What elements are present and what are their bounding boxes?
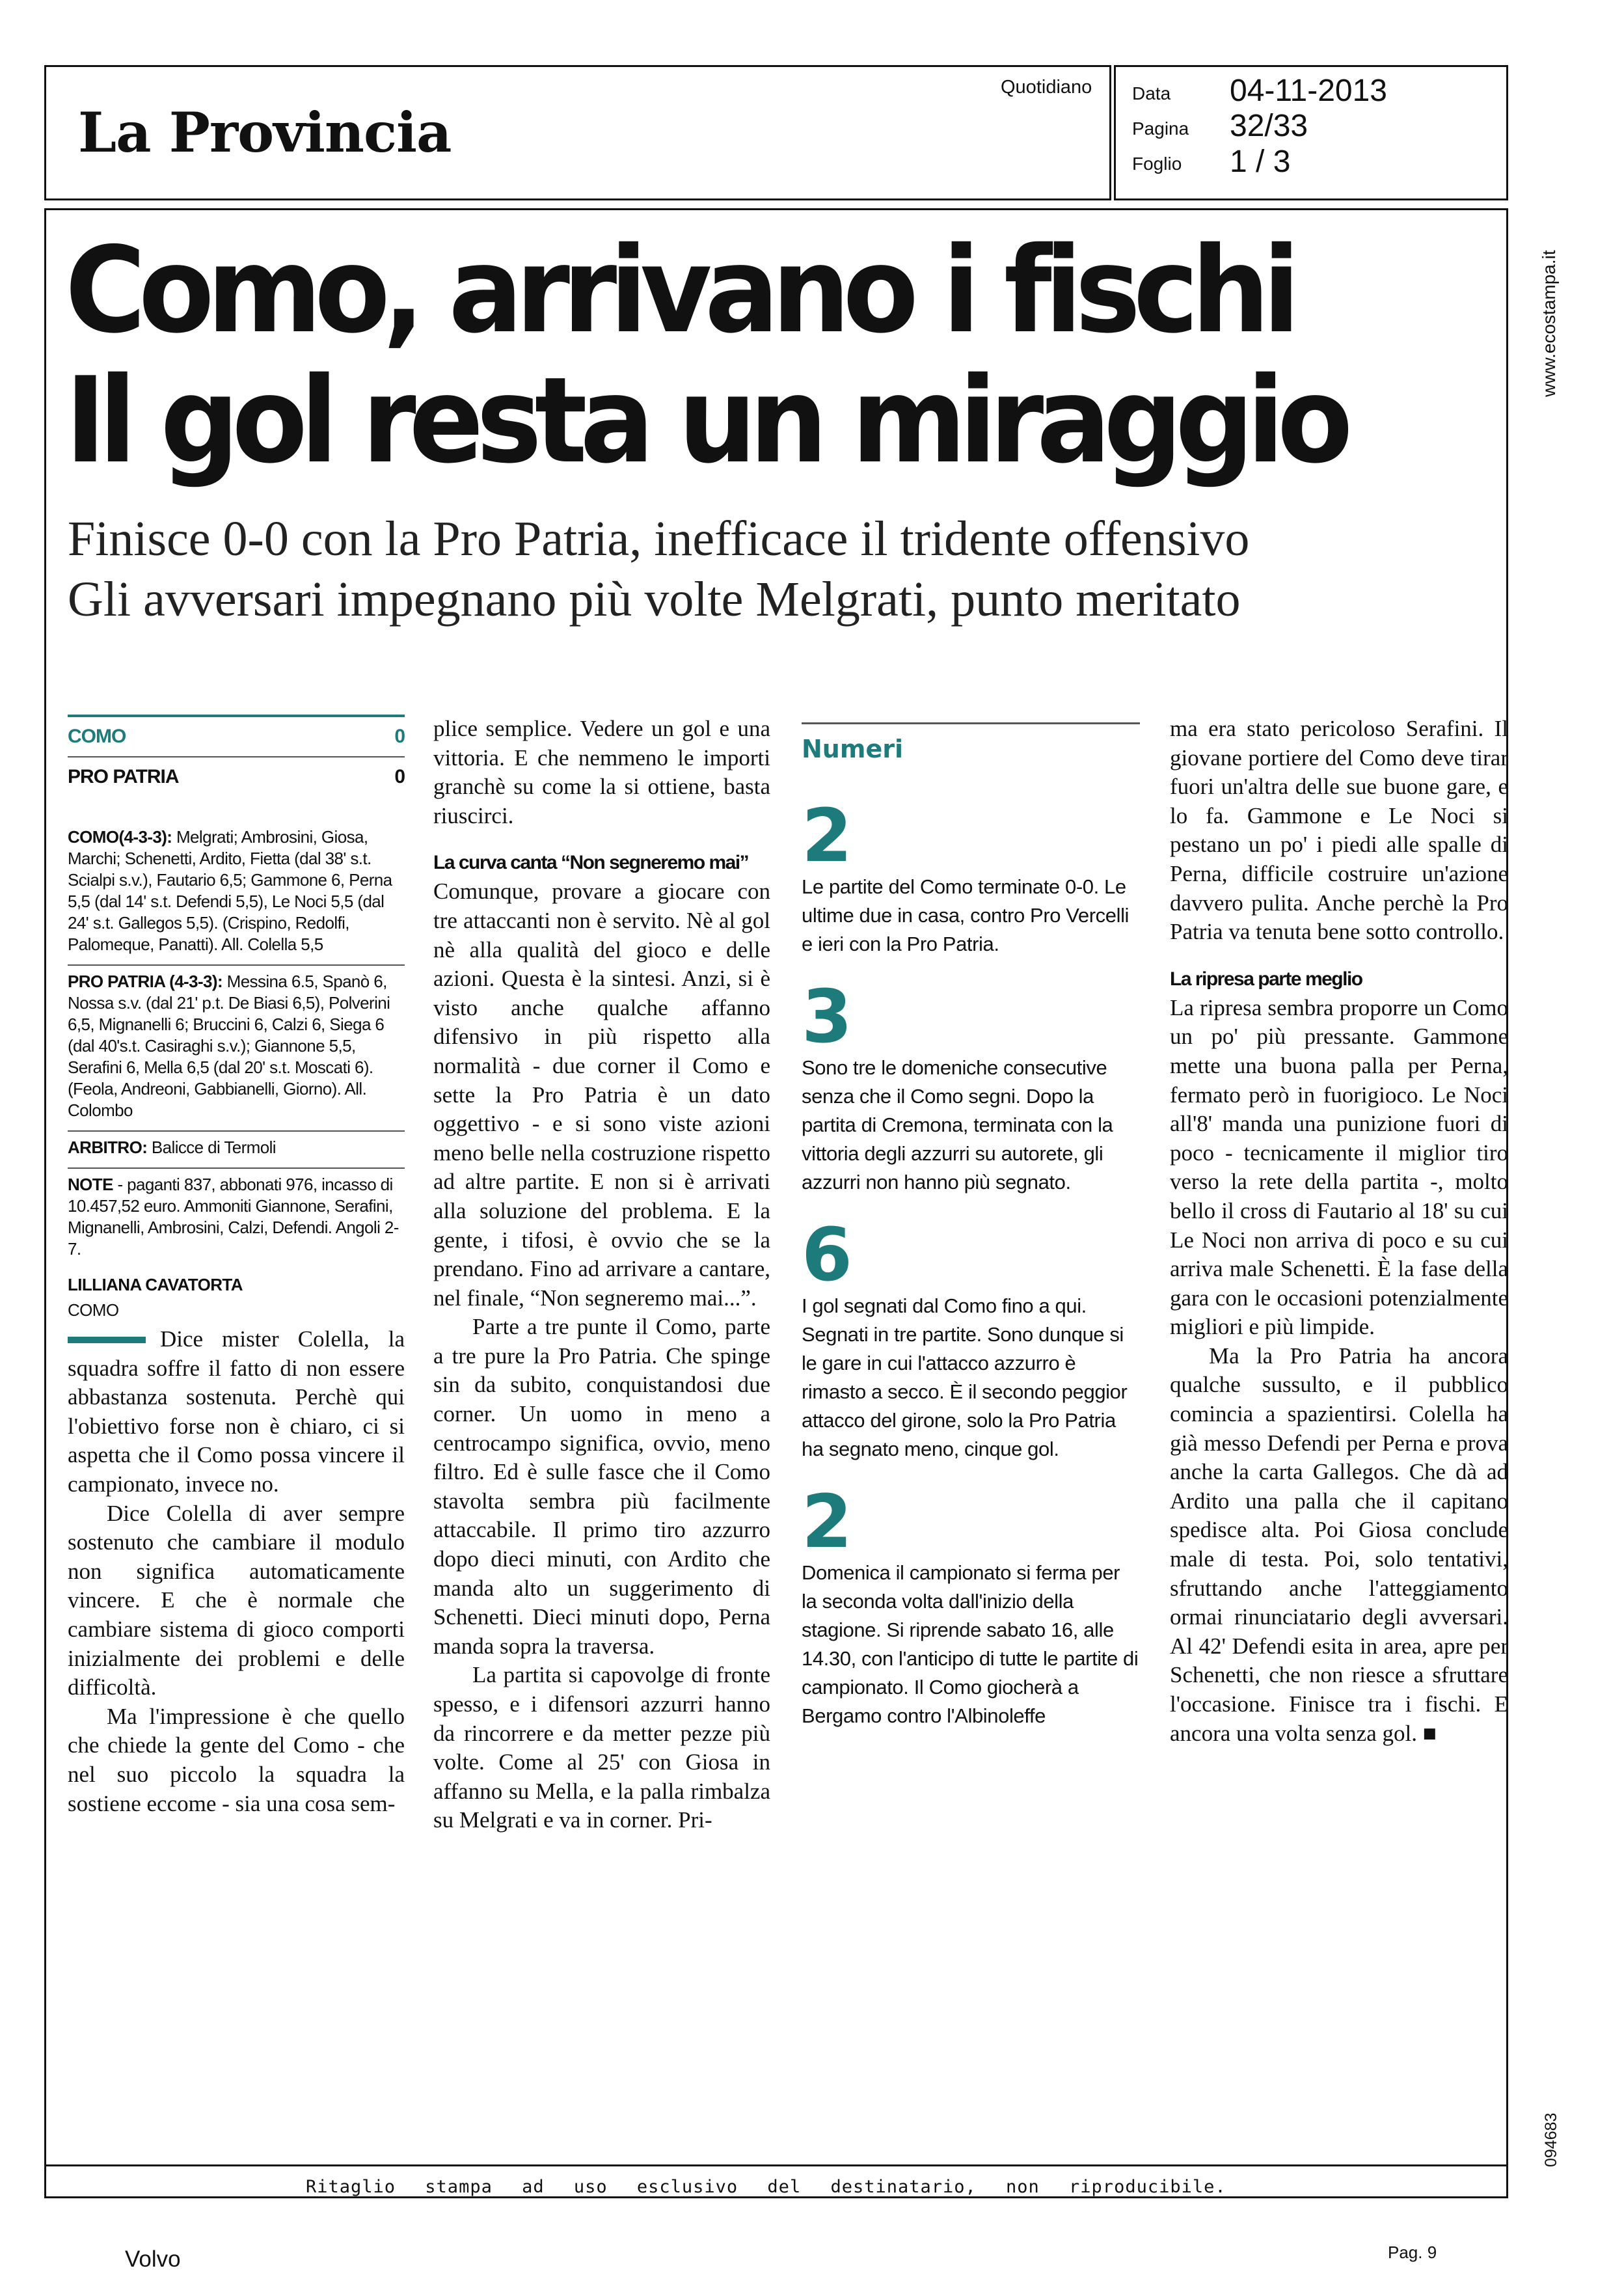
website-vertical: www.ecostampa.it	[1539, 250, 1559, 397]
date-value: 04-11-2013	[1230, 74, 1387, 108]
numeri-text-2: Sono tre le domeniche consecutive senza che il Como segni. Dopo la partita di Cremona, terminata con la vittoria degli azzurri su autorete, gli azzurri non hanno più segnato.	[802, 1056, 1113, 1194]
date-label: Data	[1132, 83, 1171, 103]
lineup-propatria-text: Messina 6.5, Spanò 6, Nossa s.v. (dal 21' p.t. De Biasi 6,5), Polverini 6,5, Mignanelli 6; Bruccini 6, Calzi 6, Siega 6 (dal 40's.t. Casiraghi s.v.); Giannone 5,5, Serafini 6, Mella 6,5 (dal 20' s.t. Moscati 6). (Feola, Andreoni, Gabbianelli, Giorno). All. Colombo	[68, 972, 390, 1120]
numeri-figure-3: 6	[802, 1213, 852, 1298]
col2-paragraph-2: Comunque, provare a giocare con tre attaccanti non è servito. Nè al gol nè alla qualità del gioco e delle azioni. Questa è la sintesi. Anzi, si è visto anche qualche affanno difensivo in più rispetto alla normalità - due corner il Como e sette la Pro Patria è un dato oggettivo - e si sono viste azioni meno belle nella costruzione rispetto ad altre partite. E non si è arrivati alla soluzione del problema. E la gente, i tifosi, è ovvio che se la prendano. Fino ad arrivare a cantare, nel finale, “Non segneremo mai...”.	[433, 879, 770, 1311]
numeri-item-2	[802, 975, 1140, 1197]
author-byline: LILLIANA CAVATORTA	[68, 1275, 243, 1294]
referee-label: ARBITRO:	[68, 1138, 148, 1157]
col4-paragraph-1: ma era stato pericoloso Serafini. Il giovane portiere del Como deve tirar fuori un'altra delle sue buone gare, e lo fa. Gammone e Le Noci si pestano un po' i piedi alle spalle di Perna, difficile costruire un'azione davvero pulita. Anche perchè la Pro Patria va tenuta bene sotto controllo.	[1170, 716, 1508, 945]
numeri-item-3	[802, 1213, 1140, 1464]
dateline-city: COMO	[68, 1300, 119, 1320]
copyright-note: Ritaglio stampa ad uso esclusivo del destinatario, non riproducibile.	[306, 2177, 1226, 2197]
col4-paragraph-2: La ripresa sembra proporre un Como un po' più pressante. Gammone mette una buona palla per Perna, fermato però in fuorigioco. Le Noci all'8' manda una punizione fuori di poco - tecnicamente il miglior tiro verso la rete della partita -, molto bello il cross di Fautario al 18' su cui Le Noci non arriva di poco e su cui arriva male Schenetti. È la fase della gara con le occasioni potenzialmente migliori e più limpide.	[1170, 994, 1508, 1340]
col2-paragraph-4: La partita si capovolge di fronte spesso, e i difensori azzurri hanno da rincorrere e da metter pezze più volte. Come al 25' con Giosa in affanno su Mella, e la palla rimbalza su Melgrati e va in corner. Pri-	[433, 1662, 770, 1833]
subheadline-line-1: Finisce 0-0 con la Pro Patria, inefficace il tridente offensivo	[68, 512, 1250, 566]
subheadline-line-2: Gli avversari impegnano più volte Melgrati, punto meritato	[68, 572, 1241, 627]
column-4	[1170, 715, 1508, 1748]
numeri-figure-2: 3	[802, 975, 852, 1059]
sheet-value: 1 / 3	[1230, 144, 1291, 179]
match-notes	[68, 1167, 405, 1260]
numeri-text-4: Domenica il campionato si ferma per la seconda volta dall'inizio della stagione. Si riprende sabato 16, alle 14.30, con l'anticipo di tutte le partite di campionato. Il Como giocherà a Bergamo contro l'Albinoleffe	[802, 1561, 1139, 1727]
home-team: COMO	[68, 726, 126, 747]
column-1	[68, 715, 405, 1818]
numeri-item-1	[802, 794, 1140, 959]
column-2	[433, 715, 770, 1835]
page-value: 32/33	[1230, 109, 1308, 143]
sheet-label: Foglio	[1132, 154, 1182, 174]
numeri-text-1: Le partite del Como terminate 0-0. Le ultime due in casa, contro Pro Vercelli e ieri con la Pro Patria.	[802, 875, 1130, 955]
numeri-item-4	[802, 1480, 1140, 1730]
footer-page-number: Pag. 9	[1388, 2243, 1437, 2262]
lineup-como-text: Melgrati; Ambrosini, Giosa, Marchi; Schenetti, Ardito, Fietta (dal 38' s.t. Scialpi s.v.), Fautario 6,5; Gammone 6, Perna 5,5 (dal 14' s.t. Defendi 5,5), Le Noci 5,5 (dal 24' s.t. Gallegos 5,5). (Crispino, Redolfi, Palomeque, Panatti). All. Colella 5,5	[68, 827, 392, 954]
lead-bar	[68, 1337, 146, 1343]
lineup-propatria	[68, 964, 405, 1121]
col2-paragraph-3: Parte a tre punte il Como, parte a tre pure la Pro Patria. Che spinge sin da subito, conquistandosi due corner. Un uomo in meno a centrocampo significa, ovvio, meno filtro. Ed è sulle fasce che il Como stavolta sembra più facilmente attaccabile. Il primo tiro azzurro dopo dieci minuti, con Ardito che manda alto un suggerimento di Schenetti. Dieci minuti dopo, Perna manda sopra la traversa.	[433, 1314, 770, 1659]
score-row-away	[68, 757, 405, 797]
numeri-header	[802, 722, 1140, 763]
publication-type: Quotidiano	[1001, 77, 1092, 98]
lineup-como-label: COMO(4-3-3):	[68, 827, 172, 847]
col1-paragraph-2: Dice Colella di aver sempre sostenuto che cambiare il modulo non significa automaticamente vincere. E che è normale che cambiare sistema di gioco comporti inizialmente dei problemi e delle difficoltà.	[68, 1500, 405, 1700]
numeri-box	[802, 722, 1140, 1730]
footer-client: Volvo	[125, 2246, 181, 2272]
footer-rule	[44, 2164, 1508, 2166]
notes-text: - paganti 837, abbonati 976, incasso di 10.457,52 euro. Ammoniti Giannone, Serafini, Mignanelli, Ambrosini, Calzi, Defendi. Angoli 2-7.	[68, 1175, 399, 1259]
headline-line-1: Como, arrivano i fischi	[65, 221, 1293, 359]
notes-label: NOTE	[68, 1175, 113, 1194]
col1-paragraph-1-text: Dice mister Colella, la squadra soffre il fatto di non essere abbastanza sostenuta. Perchè qui l'obiettivo forse non è chiaro, ci si aspetta che il Como possa vincere il campionato, invece no.	[68, 1326, 405, 1497]
numeri-figure-1: 2	[802, 794, 852, 879]
away-team: PRO PATRIA	[68, 766, 179, 787]
col1-paragraph-3: Ma l'impressione è che quello che chiede la gente del Como - che nel suo piccolo la squadra la sostiene eccome - sia una cosa sem-	[68, 1703, 405, 1816]
score-row-home	[68, 717, 405, 757]
numeri-figure-4: 2	[802, 1480, 852, 1564]
referee-name: Balicce di Termoli	[147, 1138, 276, 1157]
end-mark: ■	[1422, 1720, 1437, 1746]
page-label: Pagina	[1132, 118, 1189, 139]
col4-subtitle: La ripresa parte meglio	[1170, 968, 1362, 990]
col4-paragraph-3-text: Ma la Pro Patria ha ancora qualche sussulto, e il pubblico comincia a spazientirsi. Colella ha già messo Defendi per Perna e prova anche la carta Gallegos. Che dà ad Ardito una palla che il capitano spedisce alta. Poi Giosa conclude male di testa. Poi, solo tentativi, sfruttando anche l'atteggiamento ormai rinunciatario degli avversari. Al 42' Defendi esita in area, apre per Schenetti, che non riesce a sfruttare l'occasione. Finisce tra i fischi. E ancora una volta senza gol.	[1170, 1343, 1508, 1746]
headline-line-2: Il gol resta un miraggio	[65, 351, 1346, 489]
away-score: 0	[394, 766, 405, 787]
lineup-como	[68, 826, 405, 955]
home-score: 0	[394, 726, 405, 747]
col4-paragraph-3	[1170, 1342, 1508, 1748]
numeri-title: Numeri	[802, 735, 903, 763]
clip-code: 094683	[1542, 2112, 1560, 2167]
col1-paragraph-1	[68, 1325, 405, 1499]
numeri-text-3: I gol segnati dal Como fino a qui. Segnati in tre partite. Sono dunque si le gare in cui l'attacco azzurro è rimasto a secco. È il secondo peggior attacco del girone, solo la Pro Patria ha segnato meno, cinque gol.	[802, 1294, 1128, 1460]
column-1-body	[68, 1325, 405, 1818]
col2-subtitle: La curva canta “Non segneremo mai”	[433, 852, 749, 874]
newspaper-logo: La Provincia	[78, 100, 452, 165]
referee-info	[68, 1130, 405, 1158]
lineup-propatria-label: PRO PATRIA (4-3-3):	[68, 972, 223, 991]
col2-paragraph-1: plice semplice. Vedere un gol e una vittoria. E che nemmeno le importi granchè su come la si ottiene, basta riuscirci.	[433, 716, 770, 828]
